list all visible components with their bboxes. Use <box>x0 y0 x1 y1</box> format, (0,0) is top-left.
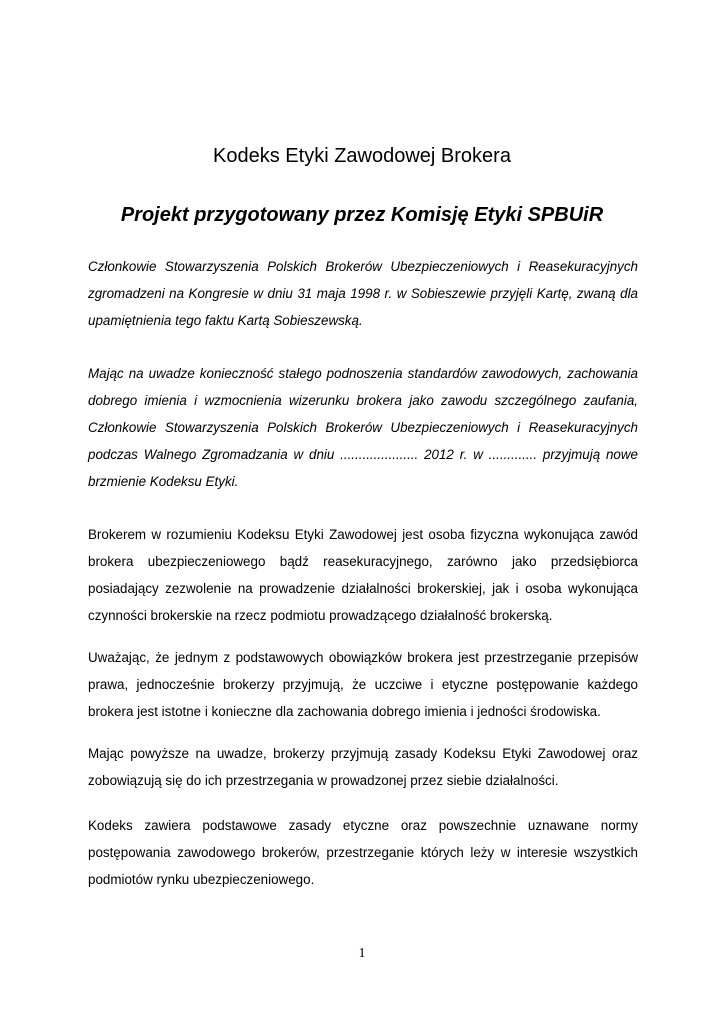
document-title: Kodeks Etyki Zawodowej Brokera <box>213 145 511 167</box>
paragraph-obligations: Uważając, że jednym z podstawowych obowiązków brokera jest przestrzeganie przepisów prawa, jednocześnie brokerzy przyjmują, że uczciwe i etyczne postępowanie każdego brokera jest istotne i konieczne dla zachowania dobrego imienia i jedności środowiska. <box>88 650 638 719</box>
paragraph-karta-sobieszewska: Członkowie Stowarzyszenia Polskich Brokerów Ubezpieczeniowych i Reasekuracyjnych zgromadzeni na Kongresie w dniu 31 maja 1998 r. w Sobieszewie przyjęli Kartę, zwaną dla upamiętnienia tego faktu Kartą Sobieszewską. <box>88 259 638 328</box>
page-number: 1 <box>358 946 366 961</box>
paragraph-acceptance: Mając powyższe na uwadze, brokerzy przyjmują zasady Kodeksu Etyki Zawodowej oraz zobowiązują się do ich przestrzegania w prowadzonej przez siebie działalności. <box>88 746 638 788</box>
paragraph-code-contents: Kodeks zawiera podstawowe zasady etyczne oraz powszechnie uznawane normy postępowania zawodowego brokerów, przestrzeganie których leży w interesie wszystkich podmiotów rynku ubezpieczeniowego. <box>88 818 638 887</box>
document-subtitle: Projekt przygotowany przez Komisję Etyki SPBUiR <box>120 204 604 226</box>
paragraph-broker-definition: Brokerem w rozumieniu Kodeksu Etyki Zawodowej jest osoba fizyczna wykonująca zawód brokera ubezpieczeniowego bądź reasekuracyjnego, zarówno jako przedsiębiorca posiadający zezwolenie na prowadzenie działalności brokerskiej, jak i osoba wykonująca czynności brokerskie na rzecz podmiotu prowadzącego działalność brokerską. <box>88 527 638 623</box>
paragraph-preamble: Mając na uwadze konieczność stałego podnoszenia standardów zawodowych, zachowania dobrego imienia i wzmocnienia wizerunku brokera jako zawodu szczególnego zaufania, Członkowie Stowarzyszenia Polskich Brokerów Ubezpieczeniowych i Reasekuracyjnych podczas Walnego Zgromadzania w dniu ..................... 2012 r. w ............. przyjmują nowe brzmienie Kodeksu Etyki. <box>88 366 638 489</box>
